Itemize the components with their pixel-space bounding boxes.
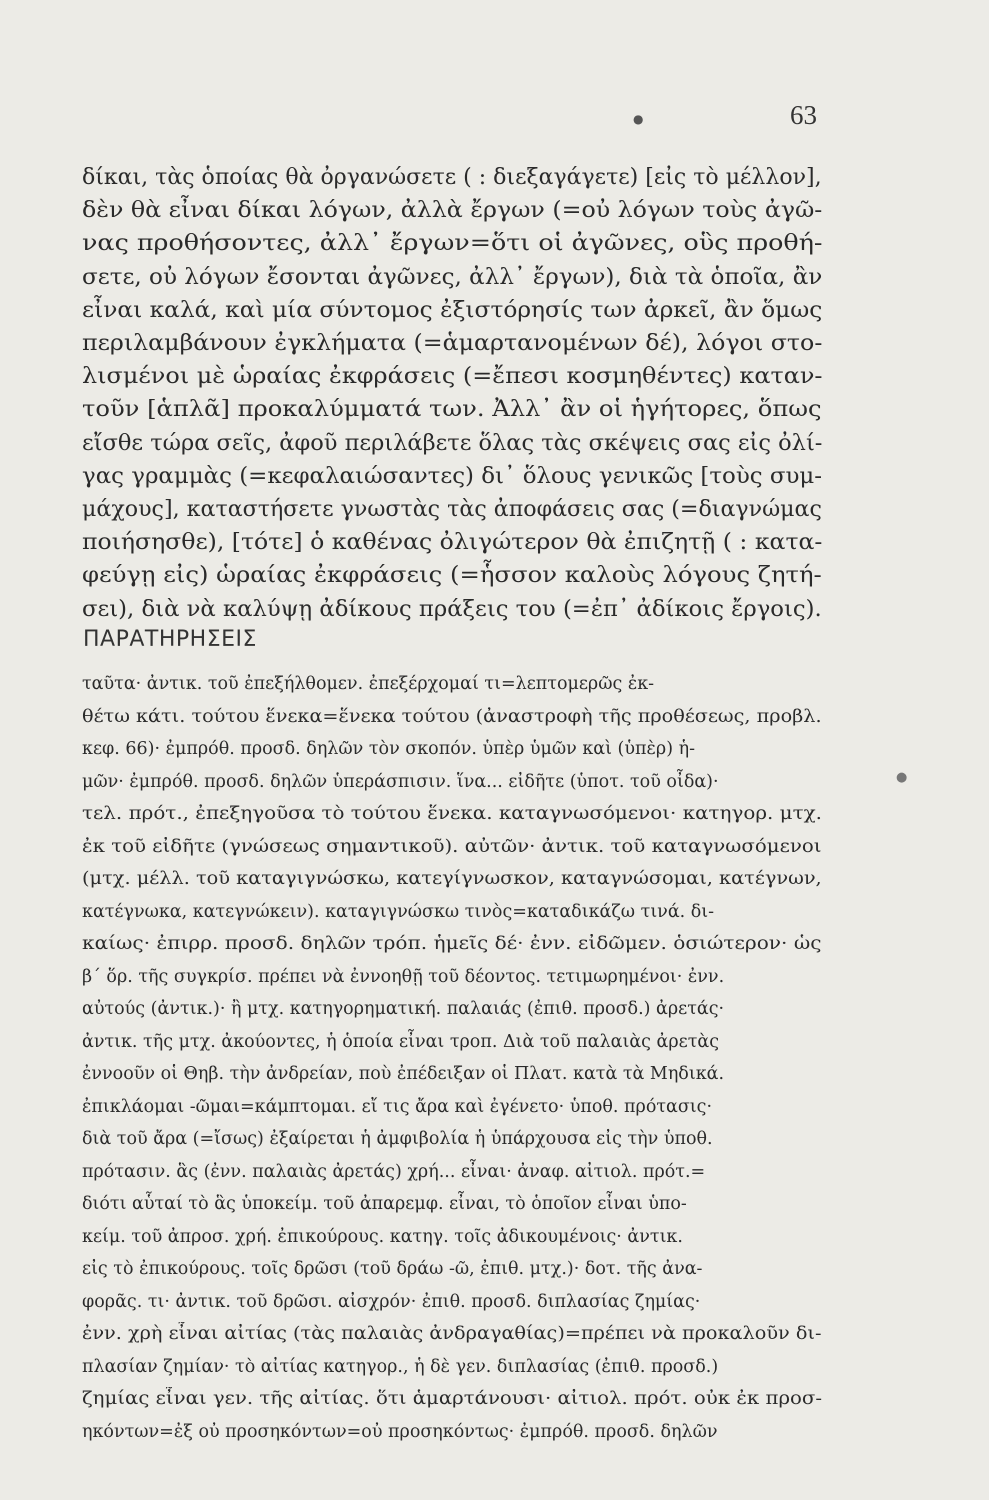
notes-text-line: θέτω κάτι. τούτου ἕνεκα=ἕνεκα τούτου (ἀναστροφὴ τῆς προθέσεως, προβλ.	[82, 706, 822, 727]
notes-text-line: αὐτούς (ἀντικ.)· ἢ μτχ. κατηγορηματική. παλαιάς (ἐπιθ. προσδ.) ἀρετάς·	[82, 999, 725, 1019]
notes-text-line: ταῦτα· ἀντικ. τοῦ ἐπεξήλθομεν. ἐπεξέρχομαί τι=λεπτομερῶς ἐκ-	[82, 674, 655, 694]
notes-text-line: ἐνν. χρὴ εἶναι αἰτίας (τὰς παλαιὰς ἀνδραγαθίας)=πρέπει νὰ προκαλοῦν δι-	[82, 1324, 822, 1344]
notes-text-line: καίως· ἐπιρρ. προσδ. δηλῶν τρόπ. ἡμεῖς δέ· ἐνν. εἰδῶμεν. ὁσιώτερον· ὡς	[82, 934, 822, 954]
notes-text-line: (μτχ. μέλλ. τοῦ καταγιγνώσκω, κατεγίγνωσκον, καταγνώσομαι, κατέγνων,	[82, 869, 822, 889]
notes-text-line: φορᾶς. τι· ἀντικ. τοῦ δρῶσι. αἰσχρόν· ἐπιθ. προσδ. διπλασίας ζημίας·	[82, 1291, 701, 1312]
notes-text-line: ζημίας εἶναι γεν. τῆς αἰτίας. ὅτι ἁμαρτάνουσι· αἰτιολ. πρότ. οὐκ ἐκ προσ-	[82, 1389, 823, 1409]
notes-text-line: κατέγνωκα, κατεγνώκειν). καταγιγνώσκω τινὸς=καταδικάζω τινά. δι-	[82, 901, 715, 922]
main-text-line: τοῦν [ἁπλᾶ] προκαλύμματά των. Ἀλλ᾽ ἂν οἱ ἡγήτορες, ὅπως	[82, 396, 822, 423]
notes-text-line: κείμ. τοῦ ἀπροσ. χρή. ἐπικούρους. κατηγ. τοῖς ἀδικουμένοις· ἀντικ.	[82, 1226, 683, 1247]
notes-text-line: εἰς τὸ ἐπικούρους. τοῖς δρῶσι (τοῦ δράω -ῶ, ἐπιθ. μτχ.)· δοτ. τῆς ἀνα-	[82, 1259, 703, 1279]
notes-text-line: διὰ τοῦ ἄρα (=ἴσως) ἐξαίρεται ἡ ἀμφιβολία ἡ ὑπάρχουσα εἰς τὴν ὑποθ.	[82, 1129, 713, 1149]
notes-text-line: διότι αὗταί τὸ ἃς ὑποκείμ. τοῦ ἀπαρεμφ. εἶναι, τὸ ὁποῖον εἶναι ὑπο-	[82, 1194, 687, 1214]
main-text-line: φεύγῃ εἰς) ὡραίας ἐκφράσεις (=ἧσσον καλοὺς λόγους ζητή-	[82, 562, 822, 589]
main-text-line: περιλαμβάνουν ἐγκλήματα (=ἁμαρτανομένων δέ), λόγοι στο-	[82, 330, 823, 356]
main-text-line: δὲν θὰ εἶναι δίκαι λόγων, ἀλλὰ ἔργων (=οὐ λόγων τοὺς ἀγῶ-	[82, 197, 823, 224]
page-number: 63	[790, 100, 817, 130]
main-text-line: σει), διὰ νὰ καλύψῃ ἀδίκους πράξεις του (=ἐπ᾽ ἀδίκοις ἔργοις).	[82, 595, 822, 622]
notes-heading: ΠΑΡΑΤΗΡΗΣΕΙΣ	[83, 627, 257, 652]
notes-text-line: ηκόντων=ἐξ οὐ προσηκόντων=οὐ προσηκόντως· ἐμπρόθ. προσδ. δηλῶν	[82, 1421, 718, 1442]
notes-text-line: πρότασιν. ἃς (ἐνν. παλαιὰς ἀρετάς) χρή... εἶναι· ἀναφ. αἰτιολ. πρότ.=	[82, 1161, 706, 1182]
notes-text-line: ἐπικλάομαι -ῶμαι=κάμπτομαι. εἴ τις ἄρα καὶ ἐγένετο· ὑποθ. πρότασις·	[82, 1096, 713, 1117]
margin-mark: ●	[633, 112, 644, 126]
notes-text-line: ἀντικ. τῆς μτχ. ἀκούοντες, ἡ ὁποία εἶναι τροπ. Διὰ τοῦ παλαιὰς ἀρετὰς	[82, 1031, 719, 1052]
notes-text-line: β΄ ὅρ. τῆς συγκρίσ. πρέπει νὰ ἐννοηθῇ τοῦ δέοντος. τετιμωρημένοι· ἐνν.	[82, 966, 725, 987]
main-text-line: ποιήσησθε), [τότε] ὁ καθένας ὀλιγώτερον θὰ ἐπιζητῇ ( : κατα-	[82, 529, 823, 556]
main-text-line: δίκαι, τὰς ὁποίας θὰ ὀργανώσετε ( : διεξαγάγετε) [εἰς τὸ μέλλον],	[82, 164, 822, 190]
main-text-line: νας προθήσοντες, ἀλλ᾽ ἔργων=ὅτι οἱ ἀγῶνες, οὓς προθή-	[82, 230, 823, 257]
notes-text-line: ἐκ τοῦ εἰδῆτε (γνώσεως σημαντικοῦ). αὐτῶν· ἀντικ. τοῦ καταγνωσόμενοι	[82, 836, 822, 857]
main-text-line: εἶναι καλά, καὶ μία σύντομος ἐξιστόρησίς των ἀρκεῖ, ἂν ὅμως	[82, 296, 823, 323]
notes-text-line: ἐννοοῦν οἱ Θηβ. τὴν ἀνδρείαν, ποὺ ἐπέδειξαν οἱ Πλατ. κατὰ τὰ Μηδικά.	[82, 1064, 725, 1084]
notes-text-line: κεφ. 66)· ἐμπρόθ. προσδ. δηλῶν τὸν σκοπόν. ὑπὲρ ὑμῶν καὶ (ὑπὲρ) ἡ-	[82, 739, 695, 759]
main-text-line: μάχους], καταστήσετε γνωστὰς τὰς ἀποφάσεις σας (=διαγνώμας	[82, 496, 822, 522]
main-text-line: γας γραμμὰς (=κεφαλαιώσαντες) δι᾽ ὅλους γενικῶς [τοὺς συμ-	[82, 462, 823, 489]
notes-text-line: πλασίαν ζημίαν· τὸ αἰτίας κατηγορ., ἡ δὲ γεν. διπλασίας (ἐπιθ. προσδ.)	[82, 1356, 719, 1377]
main-text-line: εἴσθε τώρα σεῖς, ἀφοῦ περιλάβετε ὅλας τὰς σκέψεις σας εἰς ὀλί-	[82, 429, 823, 456]
main-text-line: λισμένοι μὲ ὡραίας ἐκφράσεις (=ἔπεσι κοσμηθέντες) καταν-	[82, 363, 823, 390]
notes-text-line: τελ. πρότ., ἐπεξηγοῦσα τὸ τούτου ἕνεκα. καταγνωσόμενοι· κατηγορ. μτχ.	[82, 804, 822, 824]
margin-mark-right: ●	[896, 770, 908, 785]
main-text-line: σετε, οὐ λόγων ἔσονται ἀγῶνες, ἀλλ᾽ ἔργων), διὰ τὰ ὁποῖα, ἂν	[82, 263, 823, 290]
notes-text-line: μῶν· ἐμπρόθ. προσδ. δηλῶν ὑπεράσπισιν. ἵνα... εἰδῆτε (ὑποτ. τοῦ οἶδα)·	[82, 771, 719, 792]
